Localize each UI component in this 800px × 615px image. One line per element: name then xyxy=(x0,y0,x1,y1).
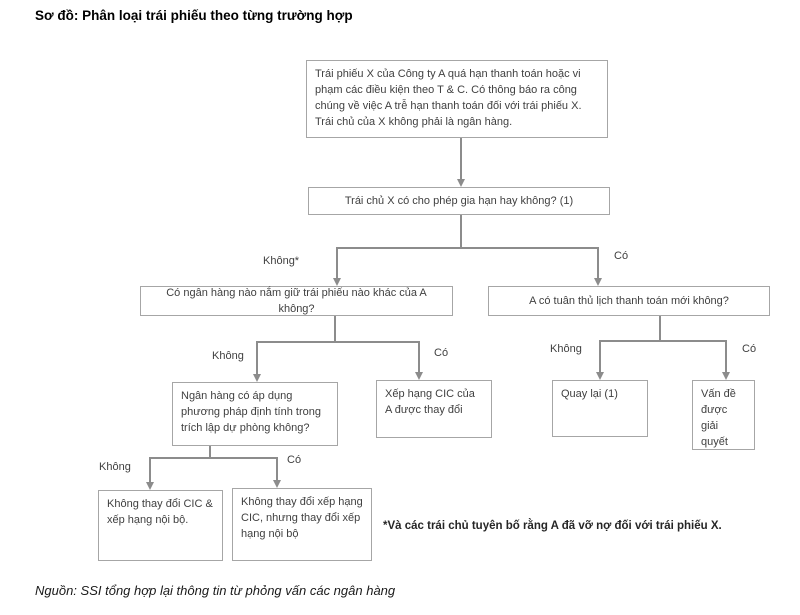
edge-label-method-yes: Có xyxy=(287,454,302,466)
arrowhead-extension-no xyxy=(333,278,341,286)
edge-label-extension-yes: Có xyxy=(614,250,629,262)
connector-extension-branch xyxy=(336,247,599,249)
connector-schedule-branch xyxy=(599,340,727,342)
connector-extension-stub xyxy=(460,215,462,247)
node-question-bank-holding: Có ngân hàng nào nắm giữ trái phiếu nào khác của A không? xyxy=(140,286,453,316)
footnote: *Và các trái chủ tuyên bố rằng A đã vỡ nợ đối với trái phiếu X. xyxy=(383,520,722,532)
edge-label-schedule-no: Không xyxy=(550,343,582,355)
arrowhead-bank-yes xyxy=(415,372,423,380)
node-internal-change: Không thay đổi xếp hạng CIC, nhưng thay đổi xếp hạng nội bộ xyxy=(232,488,372,561)
connector-bank-no-down xyxy=(256,341,258,375)
connector-method-no-down xyxy=(149,457,151,483)
edge-label-schedule-yes: Có xyxy=(742,343,757,355)
connector-method-yes-down xyxy=(276,457,278,481)
edge-label-extension-no: Không* xyxy=(263,255,300,267)
connector-extension-yes-down xyxy=(597,247,599,279)
edge-label-bank-no: Không xyxy=(212,350,244,362)
node-resolved: Vấn đề được giải quyết xyxy=(692,380,755,450)
page-title: Sơ đồ: Phân loại trái phiếu theo từng trường hợp xyxy=(35,8,353,23)
arrowhead-start-down xyxy=(457,179,465,187)
connector-schedule-no-down xyxy=(599,340,601,373)
connector-extension-no-down xyxy=(336,247,338,279)
connector-bank-yes-down xyxy=(418,341,420,373)
node-go-back: Quay lại (1) xyxy=(552,380,648,437)
arrowhead-method-yes xyxy=(273,480,281,488)
edge-label-method-no: Không xyxy=(99,461,131,473)
edge-label-bank-yes: Có xyxy=(434,347,449,359)
node-question-extension: Trái chủ X có cho phép gia hạn hay không? (1) xyxy=(308,187,610,215)
arrowhead-extension-yes xyxy=(594,278,602,286)
connector-method-branch xyxy=(149,457,278,459)
node-question-payment-schedule: A có tuân thủ lịch thanh toán mới không? xyxy=(488,286,770,316)
arrowhead-bank-no xyxy=(253,374,261,382)
node-question-qualitative-method: Ngân hàng có áp dụng phương pháp định tính trong trích lập dự phòng không? xyxy=(172,382,338,446)
source-note: Nguồn: SSI tổng hợp lại thông tin từ phỏng vấn các ngân hàng xyxy=(35,583,396,598)
connector-schedule-stub xyxy=(659,316,661,342)
arrowhead-schedule-no xyxy=(596,372,604,380)
connector-bank-stub xyxy=(334,316,336,343)
node-start: Trái phiếu X của Công ty A quá hạn thanh toán hoặc vi phạm các điều kiện theo T & C. Có thông báo ra công chúng về việc A trễ hạn thanh toán đối với trái phiếu X. Trái chủ của X không phải là ngân hàng. xyxy=(306,60,608,138)
connector-schedule-yes-down xyxy=(725,340,727,373)
connector-bank-branch xyxy=(256,341,420,343)
arrowhead-method-no xyxy=(146,482,154,490)
node-cic-changed: Xếp hạng CIC của A được thay đổi xyxy=(376,380,492,438)
connector-start-down xyxy=(460,138,462,180)
node-no-change: Không thay đổi CIC & xếp hạng nội bộ. xyxy=(98,490,223,561)
arrowhead-schedule-yes xyxy=(722,372,730,380)
